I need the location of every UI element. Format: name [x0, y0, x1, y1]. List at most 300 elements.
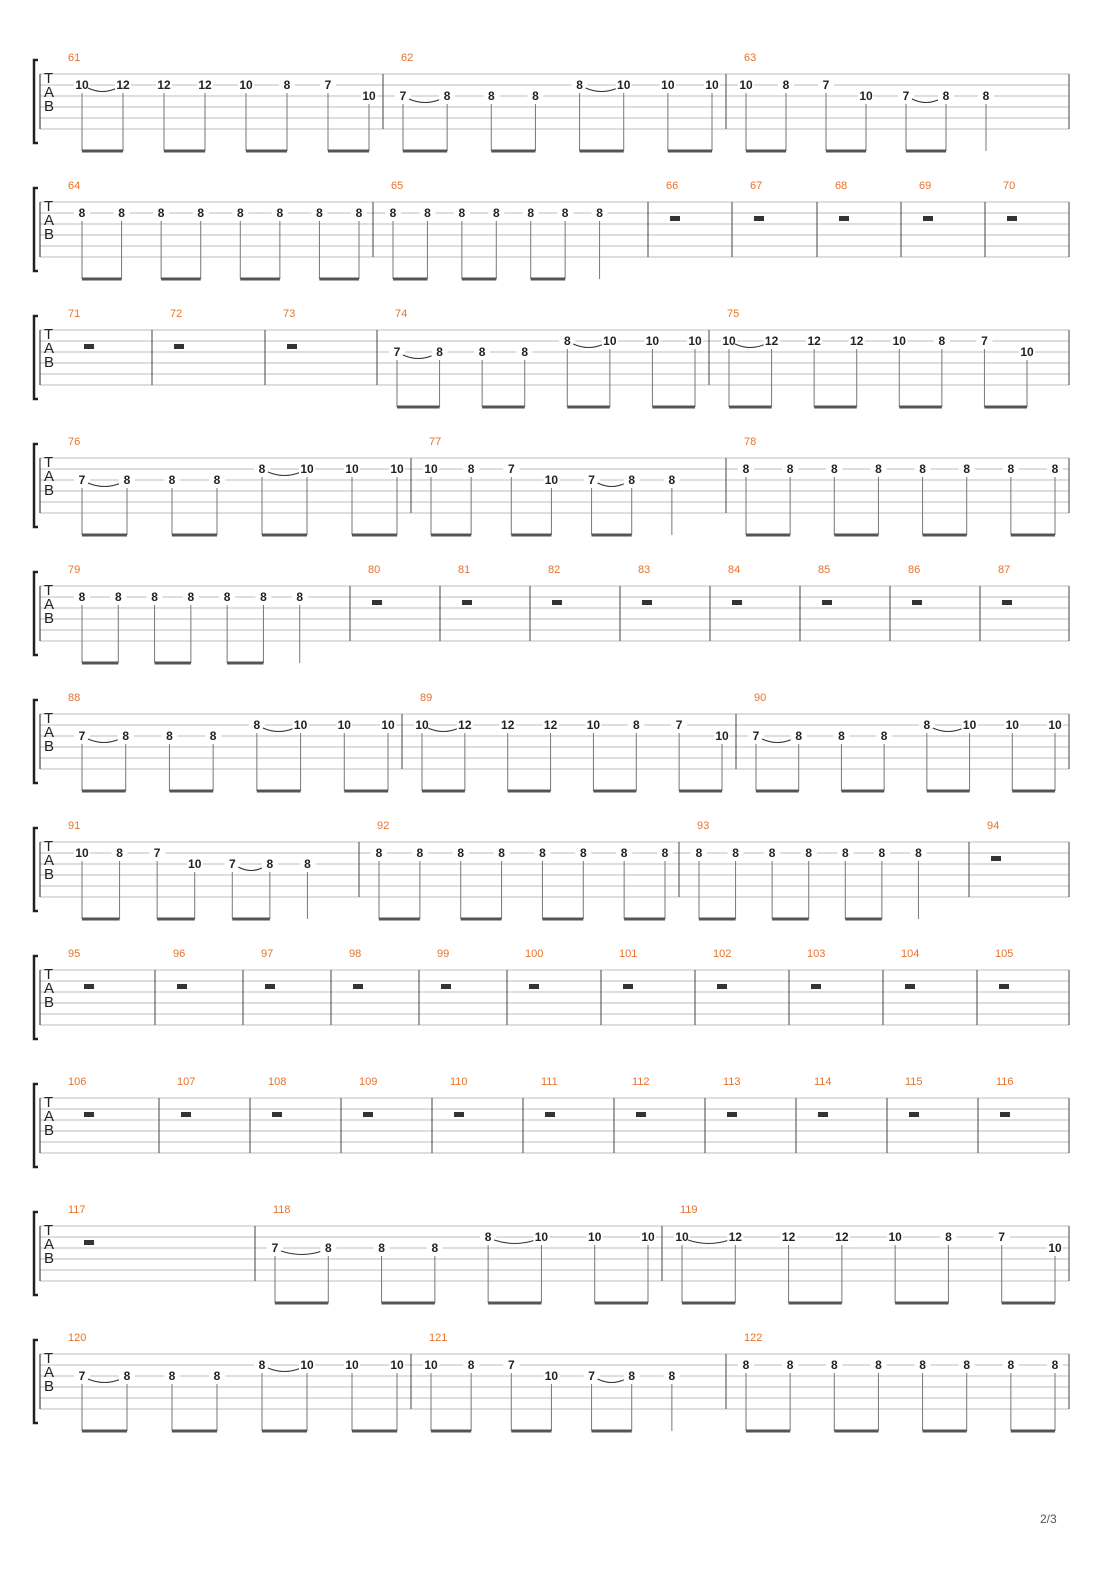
fret-number: 8	[168, 473, 176, 487]
fret-number: 8	[324, 1241, 332, 1255]
fret-number: 8	[478, 345, 486, 359]
tab-system	[34, 1332, 1069, 1431]
tab-clef-letter: B	[44, 226, 55, 243]
tab-clef-letter: B	[44, 866, 55, 883]
fret-number: 8	[1051, 1358, 1059, 1372]
measure-number: 75	[727, 308, 740, 320]
fret-number: 8	[296, 590, 304, 604]
measure-number: 80	[368, 564, 381, 576]
measure-number: 101	[619, 948, 638, 960]
fret-number: 10	[603, 334, 617, 348]
system-bracket	[34, 956, 38, 1039]
slur	[688, 1240, 729, 1244]
fret-number: 8	[416, 846, 424, 860]
fret-number: 10	[300, 462, 314, 476]
slur	[268, 472, 301, 476]
measure-number: 95	[68, 948, 81, 960]
whole-rest	[287, 344, 297, 349]
tab-system	[34, 1076, 1069, 1167]
tab-clef-letter: B	[44, 610, 55, 627]
whole-rest	[717, 984, 727, 989]
measure-number: 62	[401, 52, 414, 64]
fret-number: 10	[688, 334, 702, 348]
measure	[807, 948, 883, 1025]
measure-number: 87	[998, 564, 1011, 576]
fret-number: 10	[188, 857, 202, 871]
fret-number: 10	[588, 1230, 602, 1244]
tab-clef-letter: B	[44, 354, 55, 371]
system-bracket	[34, 444, 38, 527]
measure-number: 68	[835, 180, 848, 192]
measure-number: 116	[996, 1076, 1014, 1088]
measure-number: 84	[728, 564, 741, 576]
slur	[88, 739, 120, 743]
fret-number: 10	[661, 78, 675, 92]
fret-number: 8	[258, 1358, 266, 1372]
fret-number: 8	[223, 590, 231, 604]
fret-number: 10	[345, 462, 359, 476]
fret-number: 8	[561, 206, 569, 220]
whole-rest	[545, 1112, 555, 1117]
measure	[395, 52, 726, 151]
measure	[713, 948, 789, 1025]
fret-number: 8	[166, 729, 173, 743]
measure-number: 70	[1003, 180, 1016, 192]
measure	[525, 948, 601, 1025]
measure-number: 77	[429, 436, 442, 448]
whole-rest	[999, 984, 1009, 989]
fret-number: 7	[228, 857, 236, 871]
fret-number: 10	[75, 846, 89, 860]
measure	[261, 948, 331, 1025]
measure-number: 112	[632, 1076, 650, 1088]
fret-number: 8	[424, 206, 431, 220]
fret-number: 8	[579, 846, 587, 860]
tab-clef-letter: A	[44, 1236, 55, 1253]
fret-number: 8	[187, 590, 195, 604]
tab-system	[34, 948, 1069, 1039]
measure	[371, 820, 679, 919]
measure	[738, 436, 1063, 535]
fret-number: 10	[390, 462, 404, 476]
system-bracket	[34, 1340, 38, 1423]
measure	[173, 948, 243, 1025]
fret-number: 7	[507, 1358, 515, 1372]
fret-number: 8	[236, 206, 244, 220]
fret-number: 8	[258, 462, 266, 476]
measure	[723, 1076, 796, 1153]
fret-number: 8	[919, 462, 926, 476]
fret-number: 7	[588, 473, 595, 487]
tab-clef-letter: B	[44, 1378, 55, 1395]
fret-number: 8	[938, 334, 946, 348]
measure	[691, 820, 969, 919]
fret-number: 7	[399, 89, 407, 103]
tab-clef-letter: B	[44, 738, 55, 755]
fret-number: 8	[982, 89, 990, 103]
whole-rest	[84, 984, 94, 989]
tab-system	[34, 820, 1069, 919]
fret-number: 10	[424, 462, 438, 476]
fret-number: 8	[596, 206, 603, 220]
fret-number: 8	[527, 206, 535, 220]
measure-number: 122	[744, 1332, 763, 1344]
measure	[68, 180, 373, 279]
measure-number: 97	[261, 948, 274, 960]
whole-rest	[363, 1112, 373, 1117]
system-bracket	[34, 316, 38, 399]
measure-number: 91	[68, 820, 81, 832]
fret-number: 8	[213, 1369, 221, 1383]
slur	[598, 483, 626, 487]
measure-number: 72	[170, 308, 183, 320]
fret-number: 12	[728, 1230, 742, 1244]
whole-rest	[623, 984, 633, 989]
tab-system	[34, 308, 1069, 407]
fret-number: 8	[467, 462, 475, 476]
whole-rest	[818, 1112, 828, 1117]
measure	[674, 1204, 1063, 1303]
fret-number: 8	[78, 206, 86, 220]
measure	[283, 308, 377, 385]
measure	[996, 1076, 1014, 1117]
fret-number: 8	[963, 1358, 971, 1372]
measure	[998, 564, 1012, 605]
fret-number: 10	[645, 334, 660, 348]
fret-number: 8	[875, 1358, 882, 1372]
fret-number: 10	[1005, 718, 1019, 732]
measure	[349, 948, 419, 1025]
fret-number: 8	[742, 462, 750, 476]
measure-number: 74	[395, 308, 408, 320]
fret-number: 7	[324, 78, 332, 92]
tab-clef-letter: B	[44, 98, 55, 115]
whole-rest	[529, 984, 539, 989]
whole-rest	[732, 600, 742, 605]
whole-rest	[754, 216, 764, 221]
fret-number: 10	[239, 78, 253, 92]
fret-number: 8	[923, 718, 931, 732]
fret-number: 10	[390, 1358, 404, 1372]
fret-number: 8	[841, 846, 849, 860]
measure	[738, 1332, 1063, 1431]
slur	[263, 728, 295, 732]
slur	[403, 355, 434, 359]
fret-number: 8	[628, 473, 636, 487]
measure	[548, 564, 620, 641]
fret-number: 7	[998, 1230, 1006, 1244]
fret-number: 8	[915, 846, 922, 860]
fret-number: 7	[822, 78, 830, 92]
slur	[598, 1379, 626, 1383]
fret-number: 8	[151, 590, 158, 604]
whole-rest	[84, 344, 94, 349]
fret-number: 8	[668, 1369, 676, 1383]
fret-number: 8	[122, 729, 130, 743]
whole-rest	[811, 984, 821, 989]
measure	[619, 948, 695, 1025]
measure	[458, 564, 530, 641]
fret-number: 8	[118, 206, 125, 220]
fret-number: 7	[588, 1369, 595, 1383]
measure-number: 102	[713, 948, 732, 960]
slur	[762, 739, 793, 743]
measure	[818, 564, 890, 641]
fret-number: 8	[668, 473, 676, 487]
measure	[437, 948, 507, 1025]
fret-number: 8	[467, 1358, 475, 1372]
measure-number: 86	[908, 564, 921, 576]
tab-clef-letter: T	[44, 198, 54, 215]
whole-rest	[353, 984, 363, 989]
fret-number: 8	[355, 206, 363, 220]
fret-number: 10	[641, 1230, 655, 1244]
measure	[905, 1076, 978, 1153]
fret-number: 8	[209, 729, 217, 743]
whole-rest	[177, 984, 187, 989]
fret-number: 8	[878, 846, 886, 860]
fret-number: 8	[378, 1241, 385, 1255]
measure-number: 99	[437, 948, 450, 960]
whole-rest	[265, 984, 275, 989]
fret-number: 10	[337, 718, 351, 732]
fret-number: 8	[632, 718, 640, 732]
whole-rest	[272, 1112, 282, 1117]
measure	[919, 180, 985, 257]
measure-number: 78	[744, 436, 757, 448]
tab-system	[34, 692, 1069, 791]
measure-number: 61	[68, 52, 81, 64]
measure-number: 93	[697, 820, 710, 832]
fret-number: 12	[850, 334, 864, 348]
whole-rest	[1007, 216, 1017, 221]
slur	[573, 344, 604, 348]
fret-number: 7	[78, 473, 86, 487]
measure-number: 106	[68, 1076, 87, 1088]
tab-clef-letter: B	[44, 1250, 55, 1267]
measure	[359, 1076, 432, 1153]
measure-number: 109	[359, 1076, 378, 1088]
measure-number: 115	[905, 1076, 923, 1088]
measure	[68, 1332, 411, 1431]
fret-number: 10	[534, 1230, 549, 1244]
measure	[68, 1204, 255, 1281]
measure-number: 92	[377, 820, 390, 832]
tab-clef-letter: T	[44, 710, 54, 727]
fret-number: 8	[484, 1230, 492, 1244]
tab-clef-letter: T	[44, 1350, 54, 1367]
measure-number: 117	[68, 1204, 86, 1216]
measure	[1003, 180, 1017, 221]
fret-number: 8	[945, 1230, 952, 1244]
fret-number: 10	[586, 718, 601, 732]
measure-number: 73	[283, 308, 296, 320]
fret-number: 8	[786, 462, 794, 476]
tab-clef-letter: T	[44, 966, 54, 983]
fret-number: 8	[213, 473, 221, 487]
whole-rest	[727, 1112, 737, 1117]
fret-number: 8	[768, 846, 776, 860]
measure	[632, 1076, 705, 1153]
measure	[638, 564, 710, 641]
fret-number: 8	[123, 473, 131, 487]
tab-clef-letter: T	[44, 1222, 54, 1239]
slur	[268, 1368, 301, 1372]
measure-number: 96	[173, 948, 186, 960]
fret-number: 8	[304, 857, 311, 871]
measure	[541, 1076, 614, 1153]
fret-number: 12	[501, 718, 515, 732]
fret-number: 12	[781, 1230, 796, 1244]
whole-rest	[912, 600, 922, 605]
fret-number: 7	[271, 1241, 279, 1255]
fret-number: 10	[415, 718, 429, 732]
fret-number: 12	[807, 334, 821, 348]
measure	[814, 1076, 887, 1153]
tab-clef-letter: A	[44, 468, 55, 485]
measure-number: 108	[268, 1076, 287, 1088]
fret-number: 7	[78, 1369, 86, 1383]
fret-number: 10	[675, 1230, 689, 1244]
fret-number: 7	[752, 729, 760, 743]
fret-number: 8	[123, 1369, 131, 1383]
tab-clef-letter: A	[44, 340, 55, 357]
system-bracket	[34, 700, 38, 783]
fret-number: 7	[981, 334, 988, 348]
fret-number: 10	[300, 1358, 314, 1372]
fret-number: 8	[458, 206, 466, 220]
fret-number: 8	[830, 1358, 838, 1372]
system-bracket	[34, 1084, 38, 1167]
measure	[170, 308, 265, 385]
measure-number: 98	[349, 948, 362, 960]
tab-clef-letter: B	[44, 1122, 55, 1139]
slur	[281, 1251, 322, 1255]
tab-system	[34, 52, 1069, 151]
fret-number: 8	[661, 846, 669, 860]
fret-number: 8	[114, 590, 122, 604]
tab-clef-letter: T	[44, 454, 54, 471]
tab-clef-letter: T	[44, 70, 54, 87]
measure-number: 120	[68, 1332, 87, 1344]
fret-number: 8	[389, 206, 397, 220]
system-bracket	[34, 60, 38, 143]
measure	[901, 948, 977, 1025]
tab-clef-letter: A	[44, 1364, 55, 1381]
whole-rest	[905, 984, 915, 989]
fret-number: 7	[78, 729, 86, 743]
fret-number: 8	[838, 729, 845, 743]
tab-clef-letter: A	[44, 596, 55, 613]
measure-number: 121	[429, 1332, 448, 1344]
measure-number: 71	[68, 308, 81, 320]
whole-rest	[909, 1112, 919, 1117]
tab-system	[34, 436, 1069, 535]
fret-number: 7	[393, 345, 401, 359]
fret-number: 8	[1007, 462, 1015, 476]
fret-number: 12	[458, 718, 472, 732]
tab-clef-letter: T	[44, 326, 54, 343]
measure	[68, 1076, 159, 1153]
measure	[728, 564, 800, 641]
whole-rest	[181, 1112, 191, 1117]
fret-number: 10	[739, 78, 753, 92]
fret-number: 10	[617, 78, 631, 92]
fret-number: 8	[695, 846, 703, 860]
fret-number: 10	[1048, 718, 1062, 732]
fret-number: 8	[880, 729, 888, 743]
measure	[68, 52, 383, 151]
slur	[428, 728, 459, 732]
fret-number: 10	[722, 334, 736, 348]
measure	[68, 948, 155, 1025]
fret-number: 12	[543, 718, 558, 732]
measure-number: 65	[391, 180, 404, 192]
whole-rest	[923, 216, 933, 221]
fret-number: 8	[563, 334, 571, 348]
whole-rest	[462, 600, 472, 605]
tab-clef-letter: A	[44, 852, 55, 869]
fret-number: 8	[1007, 1358, 1015, 1372]
fret-number: 10	[381, 718, 395, 732]
fret-number: 12	[835, 1230, 849, 1244]
fret-number: 10	[888, 1230, 902, 1244]
fret-number: 12	[764, 334, 779, 348]
measure	[177, 1076, 250, 1153]
whole-rest	[636, 1112, 646, 1117]
fret-number: 10	[75, 78, 89, 92]
measure	[414, 692, 736, 791]
system-bracket	[34, 828, 38, 911]
whole-rest	[454, 1112, 464, 1117]
measure-number: 88	[68, 692, 81, 704]
fret-number: 8	[628, 1369, 636, 1383]
fret-number: 8	[116, 846, 123, 860]
fret-number: 8	[443, 89, 451, 103]
measure-number: 89	[420, 692, 433, 704]
measure	[908, 564, 980, 641]
slur	[409, 99, 441, 103]
fret-number: 8	[576, 78, 583, 92]
slur	[238, 867, 264, 871]
measure	[385, 180, 648, 279]
fret-number: 10	[293, 718, 308, 732]
measure-number: 104	[901, 948, 920, 960]
fret-number: 10	[544, 473, 559, 487]
measure	[267, 1204, 662, 1303]
whole-rest	[84, 1112, 94, 1117]
fret-number: 8	[1051, 462, 1059, 476]
fret-number: 10	[859, 89, 873, 103]
measure-number: 67	[750, 180, 763, 192]
fret-number: 8	[492, 206, 500, 220]
slur	[494, 1240, 535, 1244]
measure-number: 83	[638, 564, 651, 576]
whole-rest	[552, 600, 562, 605]
slur	[88, 88, 117, 92]
tab-clef-letter: T	[44, 838, 54, 855]
measure-number: 76	[68, 436, 81, 448]
whole-rest	[441, 984, 451, 989]
fret-number: 12	[157, 78, 171, 92]
fret-number: 10	[892, 334, 906, 348]
tab-clef-letter: A	[44, 724, 55, 741]
tab-system	[34, 180, 1069, 279]
whole-rest	[372, 600, 382, 605]
whole-rest	[839, 216, 849, 221]
fret-number: 8	[795, 729, 803, 743]
whole-rest	[1002, 600, 1012, 605]
